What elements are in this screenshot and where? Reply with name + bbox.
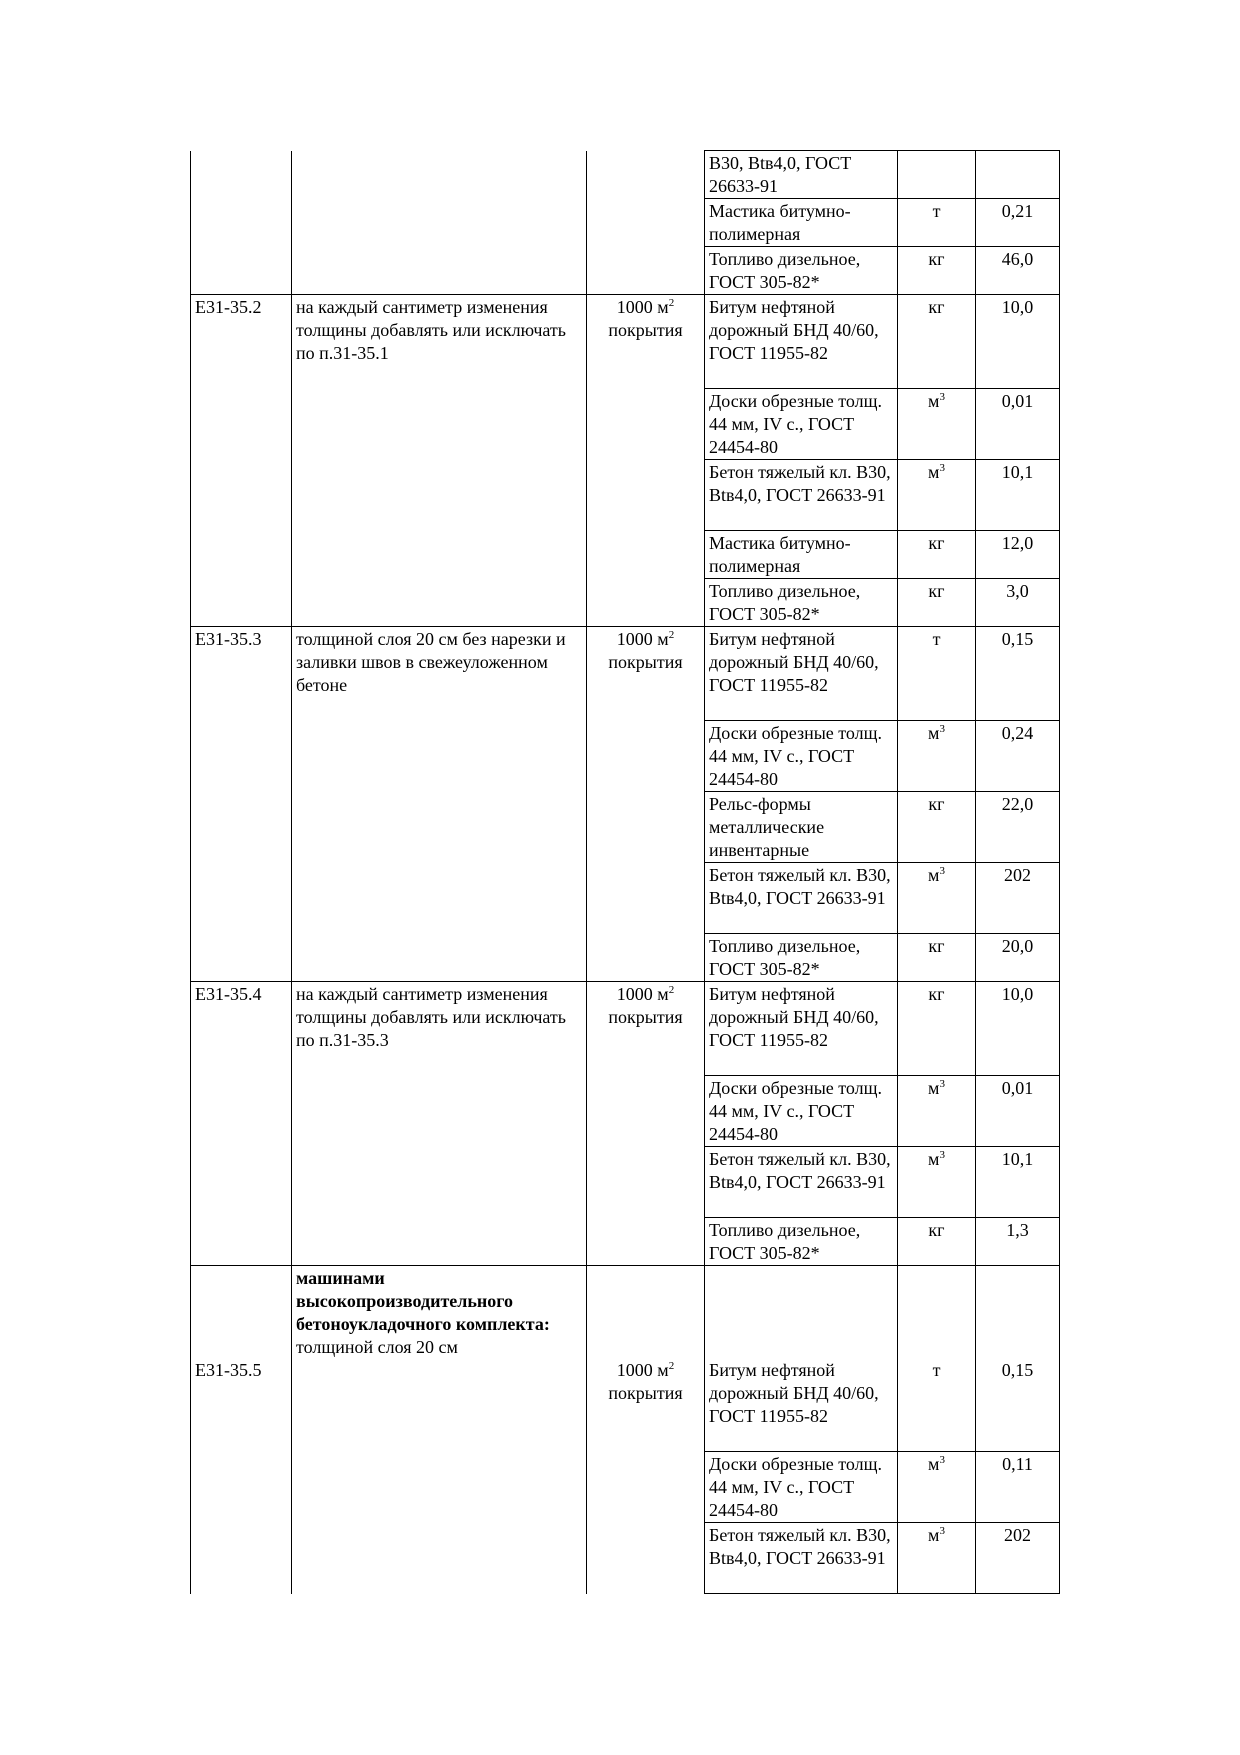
resource-unit [898,151,976,199]
resource-quantity: 22,0 [976,792,1060,863]
resource-unit: $м^3$ [898,1147,976,1218]
meter-cell [587,151,705,199]
meter-cell [587,295,705,627]
description-text: толщиной слоя 20 см [296,1337,458,1357]
resource-name: Доски обрезные толщ. 44 мм, IV с., ГОСТ 24454-80 [705,1452,898,1523]
resource-quantity: 0,15 [976,1266,1060,1452]
meter-unit: 1000 м [616,984,669,1004]
meter-unit-power: 2 [668,297,675,309]
meter-cell [587,627,705,982]
resource-name: Бетон тяжелый кл. В30, Вtв4,0, ГОСТ 26633-91 [705,863,898,934]
resource-unit: т [898,1266,976,1452]
description-cell: на каждый сантиметр изменения толщины добавлять или исключать по п.31-35.1 [292,295,587,627]
code-cell: Е31-35.3 [191,627,292,982]
resource-unit: $м^3$ [898,721,976,792]
resource-quantity: 0,21 [976,199,1060,247]
resource-quantity [976,151,1060,199]
meter-unit-note: покрытия [608,1007,683,1027]
resource-name: Рельс-формы металлические инвентарные [705,792,898,863]
resource-quantity: 0,01 [976,389,1060,460]
resource-quantity: 1,3 [976,1218,1060,1266]
resource-name: Доски обрезные толщ. 44 мм, IV с., ГОСТ 24454-80 [705,1076,898,1147]
resource-unit: кг [898,1218,976,1266]
resource-name: Бетон тяжелый кл. В30, Вtв4,0, ГОСТ 26633-91 [705,1523,898,1594]
resource-quantity: 46,0 [976,247,1060,295]
description-cell [292,151,587,199]
resource-quantity: 202 [976,863,1060,934]
description-cell [292,1266,587,1594]
description-cell: на каждый сантиметр изменения толщины добавлять или исключать по п.31-35.3 [292,982,587,1266]
resource-quantity: 0,01 [976,1076,1060,1147]
meter-unit-note: покрытия [608,652,683,672]
table-row [191,151,1060,199]
resource-quantity: 0,24 [976,721,1060,792]
resource-unit: $м^3$ [898,1452,976,1523]
table-row [191,982,1060,1076]
resource-name: Доски обрезные толщ. 44 мм, IV с., ГОСТ 24454-80 [705,389,898,460]
resource-name: Битум нефтяной дорожный БНД 40/60, ГОСТ 11955-82 [705,627,898,721]
resource-unit: кг [898,579,976,627]
resource-unit: т [898,627,976,721]
meter-cell [587,982,705,1266]
resource-name: Битум нефтяной дорожный БНД 40/60, ГОСТ 11955-82 [705,982,898,1076]
resource-unit: $м^3$ [898,460,976,531]
meter-unit: 1000 м [616,629,669,649]
resource-unit: кг [898,295,976,389]
resource-unit: кг [898,247,976,295]
resource-quantity: 0,15 [976,627,1060,721]
table-row [191,295,1060,389]
resource-name: Доски обрезные толщ. 44 мм, IV с., ГОСТ 24454-80 [705,721,898,792]
meter-unit-power: 2 [668,629,675,641]
resource-name: Битум нефтяной дорожный БНД 40/60, ГОСТ 11955-82 [705,1266,898,1452]
resource-quantity: 10,0 [976,295,1060,389]
resource-quantity: 12,0 [976,531,1060,579]
resource-quantity: 10,1 [976,460,1060,531]
meter-cell [587,1266,705,1594]
resource-quantity: 10,1 [976,1147,1060,1218]
table-row [191,627,1060,721]
description-cell: толщиной слоя 20 см без нарезки и заливки швов в свежеуложенном бетоне [292,627,587,982]
section-heading: машинами высокопроизводительного бетоноукладочного комплекта: [296,1268,550,1334]
resource-unit: $м^3$ [898,389,976,460]
resource-quantity: 20,0 [976,934,1060,982]
resource-unit: кг [898,982,976,1076]
resource-name: Топливо дизельное, ГОСТ 305-82* [705,247,898,295]
resource-name: Битум нефтяной дорожный БНД 40/60, ГОСТ 11955-82 [705,295,898,389]
resource-unit: $м^3$ [898,1523,976,1594]
resource-quantity: 0,11 [976,1452,1060,1523]
resource-name: Бетон тяжелый кл. В30, Вtв4,0, ГОСТ 26633-91 [705,460,898,531]
resource-unit: $м^3$ [898,1076,976,1147]
resource-unit: кг [898,934,976,982]
resource-name: Мастика битумно-полимерная [705,199,898,247]
resource-unit: т [898,199,976,247]
resource-name: Мастика битумно-полимерная [705,531,898,579]
resource-quantity: 3,0 [976,579,1060,627]
meter-unit-power: 2 [668,1360,675,1372]
resource-name: Топливо дизельное, ГОСТ 305-82* [705,1218,898,1266]
meter-unit: 1000 м [616,1360,669,1380]
table-row [191,1266,1060,1452]
meter-unit-power: 2 [668,984,675,996]
resource-name: Топливо дизельное, ГОСТ 305-82* [705,579,898,627]
code-cell: Е31-35.2 [191,295,292,627]
resource-quantity: 202 [976,1523,1060,1594]
norms-table [190,150,1060,1594]
code-cell [191,151,292,199]
resource-name: Бетон тяжелый кл. В30, Вtв4,0, ГОСТ 26633-91 [705,1147,898,1218]
meter-unit: 1000 м [616,297,669,317]
resource-unit: $м^3$ [898,863,976,934]
code-cell: Е31-35.5 [191,1266,292,1594]
resource-name: Топливо дизельное, ГОСТ 305-82* [705,934,898,982]
resource-name: В30, Вtв4,0, ГОСТ 26633-91 [705,151,898,199]
resource-unit: кг [898,531,976,579]
meter-unit-note: покрытия [608,1383,683,1403]
resource-unit: кг [898,792,976,863]
meter-unit-note: покрытия [608,320,683,340]
code-cell: Е31-35.4 [191,982,292,1266]
resource-quantity: 10,0 [976,982,1060,1076]
table-row [191,199,1060,247]
table-row [191,247,1060,295]
